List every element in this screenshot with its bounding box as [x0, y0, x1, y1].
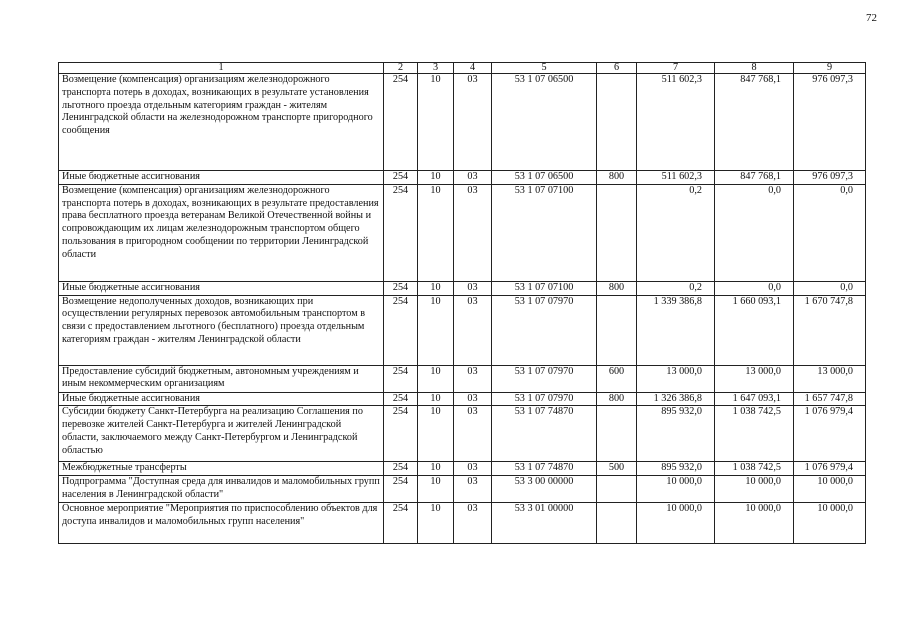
table-row — [59, 295, 866, 365]
row-name-cell: Межбюджетные трансферты — [59, 462, 384, 476]
col-8-cell: 1 647 093,1 — [715, 392, 794, 406]
header-cell-2: 2 — [384, 63, 418, 74]
col-9-cell: 10 000,0 — [794, 503, 866, 544]
col-5-cell: 53 1 07 74870 — [492, 462, 597, 476]
col-5-cell: 53 1 07 07970 — [492, 295, 597, 365]
col-5-cell: 53 1 07 06500 — [492, 171, 597, 185]
col-9-cell: 10 000,0 — [794, 476, 866, 503]
header-cell-9: 9 — [794, 63, 866, 74]
col-6-cell — [597, 184, 637, 281]
col-8-cell: 0,0 — [715, 184, 794, 281]
col-2-cell: 254 — [384, 295, 418, 365]
col-3-cell: 10 — [418, 171, 454, 185]
col-8-cell: 1 038 742,5 — [715, 406, 794, 462]
row-name-cell: Иные бюджетные ассигнования — [59, 281, 384, 295]
col-3-cell: 10 — [418, 365, 454, 392]
row-name-cell: Предоставление субсидий бюджетным, автономным учреждениям и иным некоммерческим организациям — [59, 365, 384, 392]
col-7-cell: 0,2 — [637, 184, 715, 281]
col-2-cell: 254 — [384, 406, 418, 462]
table-row — [59, 171, 866, 185]
header-cell-8: 8 — [715, 63, 794, 74]
table-row — [59, 184, 866, 281]
col-2-cell: 254 — [384, 503, 418, 544]
col-3-cell: 10 — [418, 295, 454, 365]
col-6-cell: 600 — [597, 365, 637, 392]
col-7-cell: 0,2 — [637, 281, 715, 295]
col-6-cell: 800 — [597, 281, 637, 295]
col-4-cell: 03 — [454, 184, 492, 281]
col-7-cell: 10 000,0 — [637, 503, 715, 544]
col-7-cell: 1 326 386,8 — [637, 392, 715, 406]
col-8-cell: 1 038 742,5 — [715, 462, 794, 476]
col-4-cell: 03 — [454, 74, 492, 171]
col-9-cell: 0,0 — [794, 281, 866, 295]
budget-table — [58, 62, 866, 544]
col-3-cell: 10 — [418, 392, 454, 406]
col-9-cell: 1 670 747,8 — [794, 295, 866, 365]
col-6-cell — [597, 74, 637, 171]
col-6-cell: 800 — [597, 171, 637, 185]
table-row — [59, 462, 866, 476]
col-5-cell: 53 3 01 00000 — [492, 503, 597, 544]
col-2-cell: 254 — [384, 462, 418, 476]
col-9-cell: 976 097,3 — [794, 171, 866, 185]
col-4-cell: 03 — [454, 406, 492, 462]
col-7-cell: 1 339 386,8 — [637, 295, 715, 365]
col-8-cell: 847 768,1 — [715, 171, 794, 185]
table-row — [59, 406, 866, 462]
col-6-cell — [597, 503, 637, 544]
col-8-cell: 0,0 — [715, 281, 794, 295]
col-8-cell: 847 768,1 — [715, 74, 794, 171]
col-2-cell: 254 — [384, 184, 418, 281]
col-6-cell: 800 — [597, 392, 637, 406]
col-9-cell: 976 097,3 — [794, 74, 866, 171]
header-cell-5: 5 — [492, 63, 597, 74]
col-9-cell: 13 000,0 — [794, 365, 866, 392]
table-row — [59, 392, 866, 406]
table-row — [59, 503, 866, 544]
row-name-cell: Иные бюджетные ассигнования — [59, 392, 384, 406]
col-5-cell: 53 1 07 07970 — [492, 365, 597, 392]
col-5-cell: 53 1 07 07970 — [492, 392, 597, 406]
col-3-cell: 10 — [418, 462, 454, 476]
col-4-cell: 03 — [454, 171, 492, 185]
col-8-cell: 13 000,0 — [715, 365, 794, 392]
col-4-cell: 03 — [454, 462, 492, 476]
table-row — [59, 365, 866, 392]
col-6-cell: 500 — [597, 462, 637, 476]
col-5-cell: 53 1 07 07100 — [492, 184, 597, 281]
col-9-cell: 1 076 979,4 — [794, 406, 866, 462]
col-9-cell: 1 076 979,4 — [794, 462, 866, 476]
col-4-cell: 03 — [454, 281, 492, 295]
table-row — [59, 74, 866, 171]
row-name-cell: Основное мероприятие "Мероприятия по приспособлению объектов для доступа инвалидов и маломобильных групп населения" — [59, 503, 384, 544]
row-name-cell: Иные бюджетные ассигнования — [59, 171, 384, 185]
header-cell-1: 1 — [59, 63, 384, 74]
col-7-cell: 895 932,0 — [637, 406, 715, 462]
col-6-cell — [597, 295, 637, 365]
col-8-cell: 10 000,0 — [715, 503, 794, 544]
col-3-cell: 10 — [418, 406, 454, 462]
col-5-cell: 53 1 07 06500 — [492, 74, 597, 171]
col-7-cell: 511 602,3 — [637, 74, 715, 171]
row-name-cell: Подпрограмма "Доступная среда для инвалидов и маломобильных групп населения в Ленинградской области" — [59, 476, 384, 503]
row-name-cell: Возмещение (компенсация) организациям железнодорожного транспорта потерь в доходах, возникающих в результате предоставления права бесплатного проезда ветеранам Великой Отечественной войны и сопровождающим их лицам железнодорожным транспортом общего пользования в пригородном сообщении по территории Ленинградской области — [59, 184, 384, 281]
header-cell-7: 7 — [637, 63, 715, 74]
col-6-cell — [597, 476, 637, 503]
col-3-cell: 10 — [418, 184, 454, 281]
table-row — [59, 281, 866, 295]
col-9-cell: 0,0 — [794, 184, 866, 281]
col-9-cell: 1 657 747,8 — [794, 392, 866, 406]
col-2-cell: 254 — [384, 392, 418, 406]
col-2-cell: 254 — [384, 171, 418, 185]
col-2-cell: 254 — [384, 281, 418, 295]
page-number: 72 — [866, 12, 877, 24]
col-4-cell: 03 — [454, 295, 492, 365]
col-3-cell: 10 — [418, 74, 454, 171]
row-name-cell: Возмещение недополученных доходов, возникающих при осуществлении регулярных перевозок автомобильным транспортом в связи с предоставлением льготного (бесплатного) проезда отдельным категориям граждан - жителям Ленинградской области — [59, 295, 384, 365]
table-row — [59, 476, 866, 503]
col-4-cell: 03 — [454, 503, 492, 544]
header-cell-6: 6 — [597, 63, 637, 74]
col-2-cell: 254 — [384, 365, 418, 392]
header-cell-4: 4 — [454, 63, 492, 74]
header-row — [59, 63, 866, 74]
col-7-cell: 13 000,0 — [637, 365, 715, 392]
col-7-cell: 10 000,0 — [637, 476, 715, 503]
col-4-cell: 03 — [454, 365, 492, 392]
col-2-cell: 254 — [384, 74, 418, 171]
col-3-cell: 10 — [418, 281, 454, 295]
col-3-cell: 10 — [418, 476, 454, 503]
col-4-cell: 03 — [454, 392, 492, 406]
col-6-cell — [597, 406, 637, 462]
col-5-cell: 53 1 07 07100 — [492, 281, 597, 295]
row-name-cell: Возмещение (компенсация) организациям железнодорожного транспорта потерь в доходах, возникающих в результате установления льготного проезда отдельным категориям граждан - жителям Ленинградской области на железнодорожном транспорте пригородного сообщения — [59, 74, 384, 171]
col-2-cell: 254 — [384, 476, 418, 503]
table-body — [59, 63, 866, 544]
header-cell-3: 3 — [418, 63, 454, 74]
col-5-cell: 53 3 00 00000 — [492, 476, 597, 503]
col-8-cell: 1 660 093,1 — [715, 295, 794, 365]
col-5-cell: 53 1 07 74870 — [492, 406, 597, 462]
col-8-cell: 10 000,0 — [715, 476, 794, 503]
col-7-cell: 895 932,0 — [637, 462, 715, 476]
col-3-cell: 10 — [418, 503, 454, 544]
col-7-cell: 511 602,3 — [637, 171, 715, 185]
col-4-cell: 03 — [454, 476, 492, 503]
row-name-cell: Субсидии бюджету Санкт-Петербурга на реализацию Соглашения по перевозке жителей Санкт-Петербурга и жителей Ленинградской области, заключаемого между Санкт-Петербургом и Ленинградской областью — [59, 406, 384, 462]
